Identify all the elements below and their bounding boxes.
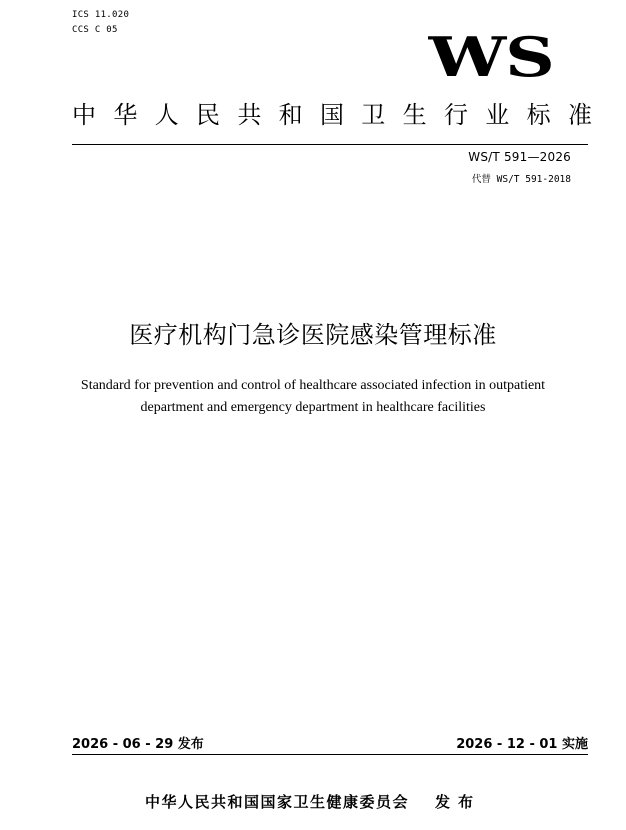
title-english-line-1: Standard for prevention and control of healthcare associated infection in outpatient xyxy=(80,378,546,393)
title-english-line-2: department and emergency department in healthcare facilities xyxy=(140,400,486,415)
standard-type-char: 准 xyxy=(567,101,592,129)
replaces-standard: 代替 WS/T 591-2018 xyxy=(471,174,571,185)
standard-type-char: 中 xyxy=(72,101,96,129)
ics-code: ICS 11.020 xyxy=(72,10,130,20)
publish-label: 发布 xyxy=(435,793,482,811)
ws-logo: WS xyxy=(429,25,554,89)
title-chinese: 医疗机构门急诊医院感染管理标准 xyxy=(129,321,497,349)
standard-type-char: 业 xyxy=(485,101,510,129)
publisher-line xyxy=(0,792,626,812)
ccs-code: CCS C 05 xyxy=(72,25,118,35)
standard-type-char: 华 xyxy=(113,101,138,129)
standard-type-char: 生 xyxy=(402,101,427,129)
standard-type-char: 共 xyxy=(237,101,262,129)
standard-type-char: 国 xyxy=(319,101,344,129)
standard-type-heading xyxy=(72,99,592,131)
title-english xyxy=(50,375,576,419)
standard-type-char: 行 xyxy=(443,101,468,129)
standard-type-char: 卫 xyxy=(361,101,386,129)
standard-type-char: 标 xyxy=(526,101,551,129)
implementation-date: 2026 - 12 - 01 实施 xyxy=(456,737,588,752)
top-divider xyxy=(72,144,588,145)
issue-date: 2026 - 06 - 29 发布 xyxy=(72,737,204,752)
standard-type-char: 人 xyxy=(154,101,179,129)
publisher-name: 中华人民共和国国家卫生健康委员会 xyxy=(144,793,409,811)
standard-type-char: 和 xyxy=(278,101,303,129)
standard-number: WS/T 591—2026 xyxy=(468,150,571,164)
standard-type-char: 民 xyxy=(195,101,220,129)
bottom-divider xyxy=(72,754,588,755)
